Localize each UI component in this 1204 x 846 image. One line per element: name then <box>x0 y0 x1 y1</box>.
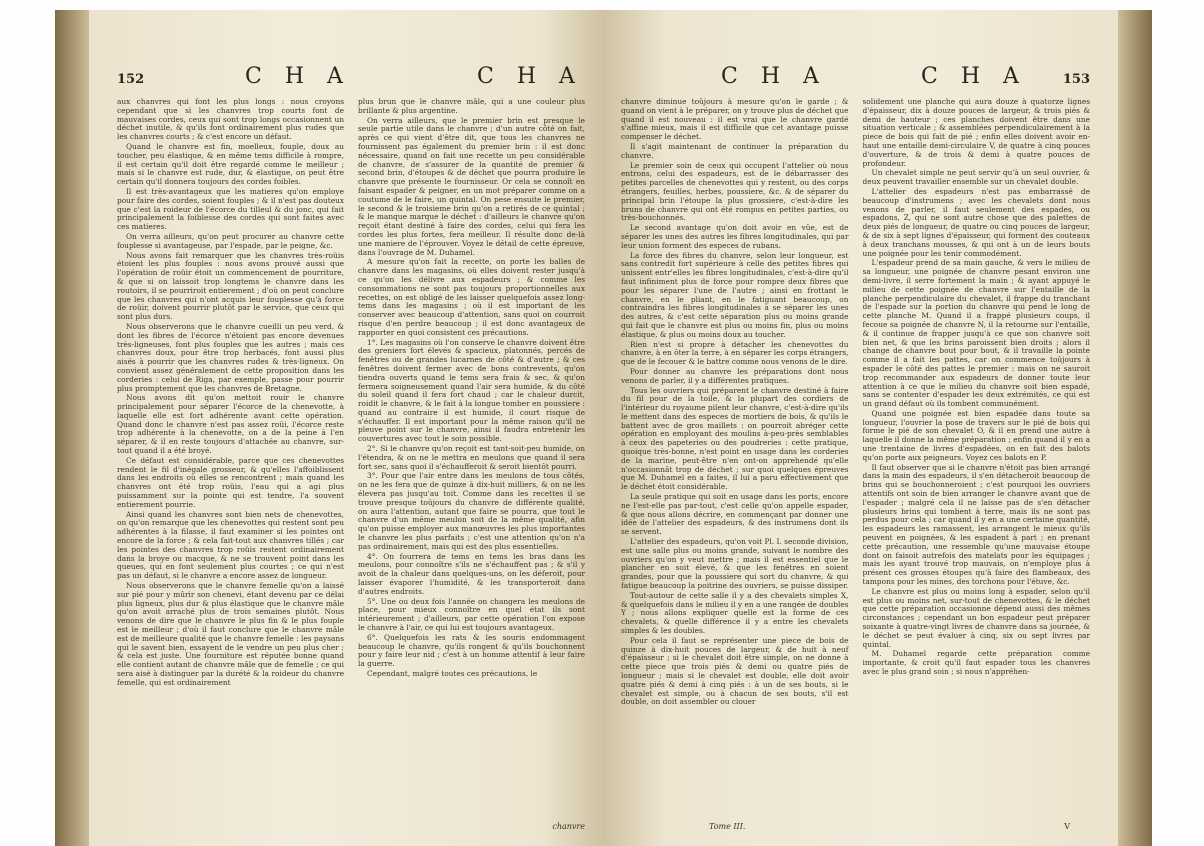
left-running-head <box>117 64 585 92</box>
paragraph: 1°. Les magasins où l'on conserve le chanvre doivent être des greniers fort élevés & spacieux, platonnés, percés de fenêtres ou de grandes lucarnes de côté & d'autre ; & ces fenêtres doivent fermer avec de bons contrevents, qu'on tiendra ouverts quand le tems sera frais & sec, & qu'on fermera soigneusement quand l'air sera humide, & du côté du soleil quand il fera fort chaud ; car le chaleur durcit, roidit le chanvre, & le fait à la longue tomber en poussiere : quand au contraire il est humide, il court risque de s'échauffer. Il est important pour la même raison qu'il ne pleuve point sur le chanvre, ainsi il faudra entretenir les couvertures avec tout le soin possible. <box>358 337 585 444</box>
right-columns <box>621 98 1090 820</box>
paragraph: Ce défaut est considérable, parce que ces chenevottes rendent le fil d'inégale grosseur, & qu'elles l'affoiblissent dans les endroits où elles se rencontrent ; mais quand les chanvres ont été trop roüis, l'eau qui a agi plus puissamment sur la pointe qui est tendre, l'a souvent entierement pourrie. <box>117 455 344 509</box>
paragraph: Rien n'est si propre à détacher les chenevottes du chanvre, à en ôter la terre, à en séparer les corps étrangers, que de le fecouer & le battre comme nous venons de le dire. <box>621 339 849 367</box>
paragraph: A mesure qu'on fait la recette, on porte les balles de chanvre dans les magasins, où elles doivent rester jusqu'à ce qu'on les délivre aux espadeurs ; & comme les consommations ne sont pas toujours proportionnelles aux recettes, on est obligé de les laisser quelquefois assez long-tems dans les magasins ; où il est important de les conserver avec beaucoup d'attention, sans quoi on courroit risque d'en perdre beaucoup ; il est donc avantageux de rapporter en quoi consistent ces précautions. <box>358 257 585 337</box>
paragraph: Le chanvre est plus ou moins long à espader, selon qu'il est plus ou moins net, sur-tout de chenevottes, & le déchet que cette préparation occasionne dépend aussi des mêmes circonstances ; cependant un bon espadeur peut préparer soixante à quatre-vingt livres de chanvre dans sa journée, & le déchet se peut évaluer à cinq, six ou sept livres par quintal. <box>862 586 1090 649</box>
paragraph: solidement une planche qui aura douze à quatorze lignes d'épaisseur, dix à douze pouces de largeur, & trois piés & demi de hauteur ; ces planches doivent être dans une situation verticale ; & assemblées perpendiculairement à la piece de bois qui fait de pié ; enfin elles doivent avoir en-haut une entaille demi-circulaire V, de quatre à cinq pouces d'ouverture, & de trois & demi à quatre pouces de profondeur. <box>862 98 1090 168</box>
right-column-1 <box>621 98 849 820</box>
paragraph: On verra ailleurs, qu'on peut procurer au chanvre cette fouplesse si avantageuse, par l'espade, par le peigne, &c. <box>117 231 344 250</box>
paragraph: 4°. On fourrera de tems en tems les bras dans les meulons, pour connoître s'ils ne s'échauffent pas ; & s'il y avoit de la chaleur dans quelques-uns, on les déferoit, pour laisser évaporer l'humidité, & les transporteroit dans d'autres endroits. <box>358 551 585 596</box>
paragraph: Nous avons dit qu'on mettoit rouir le chanvre principalement pour séparer l'écorce de la chenevotte, à laquelle elle est fort adhérente avant cette opération. Quand donc le chanvre n'est pas assez roüi, l'écorce reste trop adhérente à la chenevotte, on a de la peine à l'en séparer, & il en reste toujours d'attachée au chanvre, sur-tout quand il a été broyé. <box>117 393 344 456</box>
open-book <box>55 10 1152 846</box>
right-headword-2: C H A <box>921 64 1027 89</box>
paragraph: Le second avantage qu'on doit avoir en vûe, est de séparer les unes des autres les fibres longitudinales, qui par leur union forment des especes de rubans. <box>621 223 849 250</box>
paragraph: Nous observerons que le chanvre cueilli un peu verd, & dont les fibres de l'écorce n'étoient pas encore devenues très-ligneuses, font plus fouples que les autres ; mais ces chanvres doux, pour être trop herbacés, font aussi plus aisés à pourrir que les chanvres rudes & très-ligneux. On convient assez généralement de cette proposition dans les corderies : celui de Riga, par exemple, passe pour pourrir plus promptement que les chanvres de Bretagne. <box>117 321 344 393</box>
paragraph: Pour donner au chanvre les préparations dont nous venons de parler, il y a différentes pratiques. <box>621 366 849 385</box>
paragraph: 3°. Pour que l'air entre dans les meulons de tous côtés, on ne les fera que de quinze à dix-huit milliers, & on ne les élevera pas jusqu'au toit. Comme dans les recettes il se trouve presque toûjours du chanvre de différente qualité, on aura l'attention, autant que faire se pourra, que tout le chanvre d'un même meulon soit de la même qualité, afin qu'on puisse employer aux manœuvres les plus importantes le chanvre les plus parfaits ; c'est une attention qu'on n'a pas ordinairement, mais qui est des plus essentielles. <box>358 471 585 551</box>
paragraph: Nous observerons que le chanvre femelle qu'on a laissé sur pié pour y mûrir son chenevi, étant devenu par ce délai plus ligneux, plus dur & plus élastique que le chanvre mâle qu'on avoit arraché plus de trois semaines plutôt. Nous venons de dire que le chanvre le plus fin & le plus fouple est le meilleur ; d'où il faut conclure que le chanvre mâle est de meilleure qualité que le chanvre femelle : les paysans qui le savent bien, essayent de le vendre un peu plus cher ; & cela est juste. Une fourniture est réputée bonne quand elle contient autant de chanvre mâle que de femelle ; ce qui sera aisé à distinguer par la durété & la roideur du chanvre femelle, qui est ordinairement <box>117 581 344 687</box>
left-columns <box>117 98 585 820</box>
left-column-1 <box>117 98 344 820</box>
paragraph: 5°. Une ou deux fois l'année on changera les meulons de place, pour mieux connoître en quel état ils sont intérieurement ; d'ailleurs, par cette opération l'on expose le chanvre à l'air, ce qui lui est toujours avantageux. <box>358 596 585 633</box>
tome-label: Tome III. <box>709 822 746 831</box>
signature-mark: V <box>1064 822 1070 831</box>
paragraph: aux chanvres qui font les plus longs : nous croyons cependant que si les chanvres trop courts font de mauvaises cordes, ceux qui sont trop longs occasionnent un déchet inutile, & qu'ils font ordinairement plus rudes que les chanvres courts ; & c'est encore un défaut. <box>117 98 344 142</box>
paragraph: La force des fibres du chanvre, selon leur longueur, est sans contredit fort supérieure à celle des petites fibres qui unissent entr'elles les fibres longitudinales, c'est-à-dire qu'il faut infiniment plus de force pour rompre deux fibres que pour les séparer l'une de l'autre ; ainsi en frottant le chanvre, en le pliant, en le fatiguant beaucoup, on contraindra les fibres longitudinales à se séparer les unes des autres, & c'est cette séparation plus ou moins grande qui fait que le chanvre est plus ou moins fin, plus ou moins élastique, & plus ou moins doux au toucher. <box>621 250 849 339</box>
left-catchword: chanvre <box>552 822 585 831</box>
paragraph: Le premier soin de ceux qui occupent l'attelier où nous entrons, celui des espadeurs, est de le débarrasser des petites parcelles de chenevottes qui y restent, ou des corps étrangers, feuilles, herbes, poussiere, &c. & de séparer du principal brin l'étoupe la plus grossiere, c'est-à-dire les bruns de chanvre qui ont été rompus en petites parties, ou très-bouchonnés. <box>621 160 849 223</box>
paragraph: Nous avons fait remarquer que les chanvres très-roüis étoient les plus fouples : nous avons prouvé aussi que l'opération de roüir étoit un commencement de pourriture, & que si on laissoit trop longtems le chanvre dans les routoirs, il se pourriroit entierement ; d'où on peut conclure que les chanvres qui n'ont acquis leur fouplesse qu'à force de roüir, doivent pourrir plutôt par le service, que ceux qui sont plus durs. <box>117 250 344 322</box>
paragraph: plus brun que le chanvre mâle, qui a une couleur plus brillante & plus argentine. <box>358 98 585 115</box>
paragraph: Il est très-avantageux que les matieres qu'on employe pour faire des cordes, soient fouples ; & il n'est pas douteux que c'est la roideur de l'écorce du tilleul & du jonc, qui fait principalement la foiblesse des cordes qui sont faites avec ces matieres. <box>117 186 344 232</box>
paragraph: M. Duhamel regarde cette préparation comme importante, & croit qu'il faut espader tous les chanvres avec le plus grand soin ; si nous n'appréhen- <box>862 649 1090 676</box>
paragraph: On verra ailleurs, que le premier brin est presque le seule partie utile dans le chanvre ; d'un autre côté on fait, après ce qui vient d'être dit, que tous les chanvres ne fournissent pas également du premier brin : il est donc nécessaire, quand on fait une recette un peu considérable de chanvre, de s'assurer de la quantité de premier & second brin, d'étoupes & de déchet que pourra produire le chanvre que présente le fournisseur. Or cela se connoît en faisant espader & peigner, en un mot préparer comme on a coutume de le faire, un quintal. On pese ensuite le premier, le second & le troisieme brin qu'on a retirés de ce quintal ; & le manque marque le déchet : d'ailleurs le chanvre qu'on reçoit étant destiné à faire des cordes, celui qui fera les cordes les plus fortes, fera meilleur. Il résulte donc de-là une maniere de l'éprouver. Voyez le détail de cette épreuve, dans l'ouvrage de M. Duhamel. <box>358 115 585 257</box>
left-headword-2: C H A <box>477 64 583 89</box>
right-page <box>603 10 1118 846</box>
left-footer <box>117 822 585 834</box>
paragraph: Tout-autour de cette salle il y a des chevalets simples X, & quelquefois dans le milieu il y en a une rangée de doubles Y ; nous allons expliquer quelle est la forme de ces chevalets, & quelle différence il y a entre les chevalets simples & les doubles. <box>621 590 849 636</box>
right-page-number: 153 <box>1062 72 1090 87</box>
paragraph: Tous les ouvriers qui préparent le chanvre destiné à faire du fil pour de la toile, & la plupart des cordiers de l'intérieur du royaume pilent leur chanvre, c'est-à-dire qu'ils le mettent dans des especes de mortiers de bois, & qu'ils le battent avec de gros maillets : on pourroit abréger cette opération en employant des moulins à-peu-près semblables à ceux des papeteries ou des poudreries : cette pratique, quoique très-bonne, n'est point en usage dans les corderies de la marine, peut-être n'en ont-on apprehendé qu'elle n'occasionnât trop de déchet ; sur quoi quelques épreuves que M. Duhamel en a faites, il lui a paru effectivement que le déchet étoit considérable. <box>621 385 849 492</box>
left-headword-1: C H A <box>245 64 351 89</box>
book-edge-left <box>55 10 89 846</box>
paragraph: L'attelier des espadeurs n'est pas embarrassé de beaucoup d'instrumens ; avec les chevalets dont nous venons de parler, il faut seulement des espades, ou espadons, Z, qui ne sont autre chose que des palettes de deux piés de longueur, de quatre ou cinq pouces de largeur, & de six à sept lignes d'épaisseur, qui forment des couteaux à deux tranchans mousses, & qui ont à un de leurs bouts une poignée pour les tenir commodément. <box>862 186 1090 258</box>
paragraph: L'attelier des espadeurs, qu'on voit Pl. I. seconde division, est une salle plus ou moins grande, suivant le nombre des ouvriers qu'on y veut mettre ; mais il est essentiel que le plancher en soit élevé, & que les fenêtres en soient grandes, pour que la poussiere qui sort du chanvre, & qui fatigue beaucoup la poitrine des ouvriers, se puisse dissiper. <box>621 537 849 591</box>
paragraph: Un chevalet simple ne peut servir qu'à un seul ouvrier, & deux peuvent travailler ensemble sur un chevalet double. <box>862 168 1090 187</box>
book-edge-right <box>1118 10 1152 846</box>
right-column-2 <box>863 98 1091 820</box>
paragraph: Pour cela il faut se représenter une piece de bois de quinze à dix-huit pouces de largeur, & de huit à neuf d'épaisseur ; si le chevalet doit être simple, on ne donne à cette piece que trois piés & demi ou quatre piés de longueur ; mais si le chevalet est double, elle doit avoir quatre piés & demi à cinq piés : à un de ses bouts, si le chevalet est simple, ou à chacun de ses bouts, s'il est double, on doit assembler ou clouer <box>621 635 849 707</box>
right-running-head <box>621 64 1090 92</box>
paragraph: chanvre diminue toûjours à mesure qu'on le garde ; & quand on vient à le préparer, on y trouve plus de déchet que quand il est nouveau : il est vrai que le chanvre gardé s'affine mieux, mais il est difficile que cet avantage puisse compenser le déchet. <box>621 98 849 142</box>
paragraph: 6°. Quelquefois les rats & les souris endommagent beaucoup le chanvre, qu'ils rongent & qu'ils bouchonnent pour y faire leur nid ; c'est à un homme attentif à leur faire la guerre. <box>358 632 585 669</box>
right-footer <box>621 822 1090 834</box>
paragraph: Quand une poignée est bien espadée dans toute sa longueur, l'ouvrier la pose de travers sur le pié de bois qui forme le pié de son chevalet O, & il en prend une autre à laquelle il donne la même préparation ; enfin quand il y en a une trentaine de livres d'espadées, on en fait des balots qu'on porte aux peigneurs. Voyez ces balots en P. <box>862 408 1090 462</box>
left-page <box>89 10 603 846</box>
paragraph: L'espadeur prend de sa main gauche, & vers le milieu de sa longueur, une poignée de chanvre pesant environ une demi-livre, il serre fortement la main ; & ayant appuyé le milieu de cette poignée de chanvre sur l'entaille de la planche perpendiculaire du chevalet, il frappe du tranchant de l'espade sur la portion du chanvre qui pend le long de cette planche M. Quand il a frappé plusieurs coups, il fecoue sa poignée de chanvre N, il la retourne sur l'entaille, & il continue de frapper jusqu'à ce que son chanvre soit bien net, & que les brins paroissent bien droits ; alors il change de chanvre bout pour bout, & il travaille la pointe comme il a fait les pattes, car on commence toûjours à espader le côté des pattes le premier : mais on ne sauroit trop recommander aux espadeurs de donner toute leur attention à ce que le milieu du chanvre soit bien espadé, sans se contenter d'espader les deux extrémités, ce qui est un grand défaut où ils tombent communément. <box>862 258 1090 409</box>
paragraph: Ainsi quand les chanvres sont bien nets de chenevottes, on qu'on remarque que les chenevottes qui restent sont peu adhérentes à la filasse, il faut examiner si les pointes ont encore de la force ; & cela fait-tout aux chanvres tillés ; car les pointes des chanvres trop roüis restent ordinairement dans la broye ou macque, & ne se trouvent point dans les queues, qui en font seulement plus courtes ; ce qui n'est pas un défaut, si le chanvre a encore assez de longueur. <box>117 509 344 581</box>
paragraph: Quand le chanvre est fin, moelleux, fouple, doux au toucher, peu élastique, & en même tems difficile à rompre, il est certain qu'il doit être regardé comme le meilleur ; mais si le chanvre est rude, dur, & élastique, on peut être certain qu'il donnera toujours des cordes foibles. <box>117 141 344 187</box>
paragraph: Cependant, malgré toutes ces précautions, le <box>367 669 538 678</box>
right-headword-1: C H A <box>721 64 827 89</box>
left-page-number: 152 <box>117 72 145 87</box>
paragraph: Il s'agit maintenant de continuer la préparation du chanvre. <box>621 141 849 160</box>
paragraph: 2°. Si le chanvre qu'on reçoit est tant-soit-peu humide, on l'étendra, & on ne le mettra en meulons que quand il sera fort sec, sans quoi il s'échaufferoit & seroit bientôt pourri. <box>358 444 585 471</box>
left-column-2 <box>358 98 585 820</box>
paragraph: La seule pratique qui soit en usage dans les ports, encore ne l'est-elle pas par-tout, c'est celle qu'on appelle espader, & que nous allons décrire, en commençant par donner une idée de l'attelier des espadeurs, & des instrumens dont ils se servent. <box>621 492 849 537</box>
paragraph: Il faut observer que si le chanvre n'étoit pas bien arrangé dans la main des espadeurs, il s'en détacheroit beaucoup de brins qui se bouchonneroient ; c'est pourquoi les ouvriers attentifs ont soin de bien arranger le chanvre avant que de l'espader ; malgré cela il ne laisse pas de s'en détacher plusieurs brins qui tombent à terre, mais ils ne sont pas perdus pour cela ; car quand il y en a une certaine quantité, les espadeurs les ramassent, les arrangent le mieux qu'ils peuvent en poignées, & les espadent à part ; en prenant cette précaution, une ressemble qu'une mauvaise étoupe dont on faisoit autrefois des matelats pour les équipages ; mais les ayant trouvé trop mauvais, on n'employe plus à présent ces grosses étoupes qu'à faire des flambeaux, des tampons pour les mines, des torchons pour l'étuve, &c. <box>862 462 1090 587</box>
